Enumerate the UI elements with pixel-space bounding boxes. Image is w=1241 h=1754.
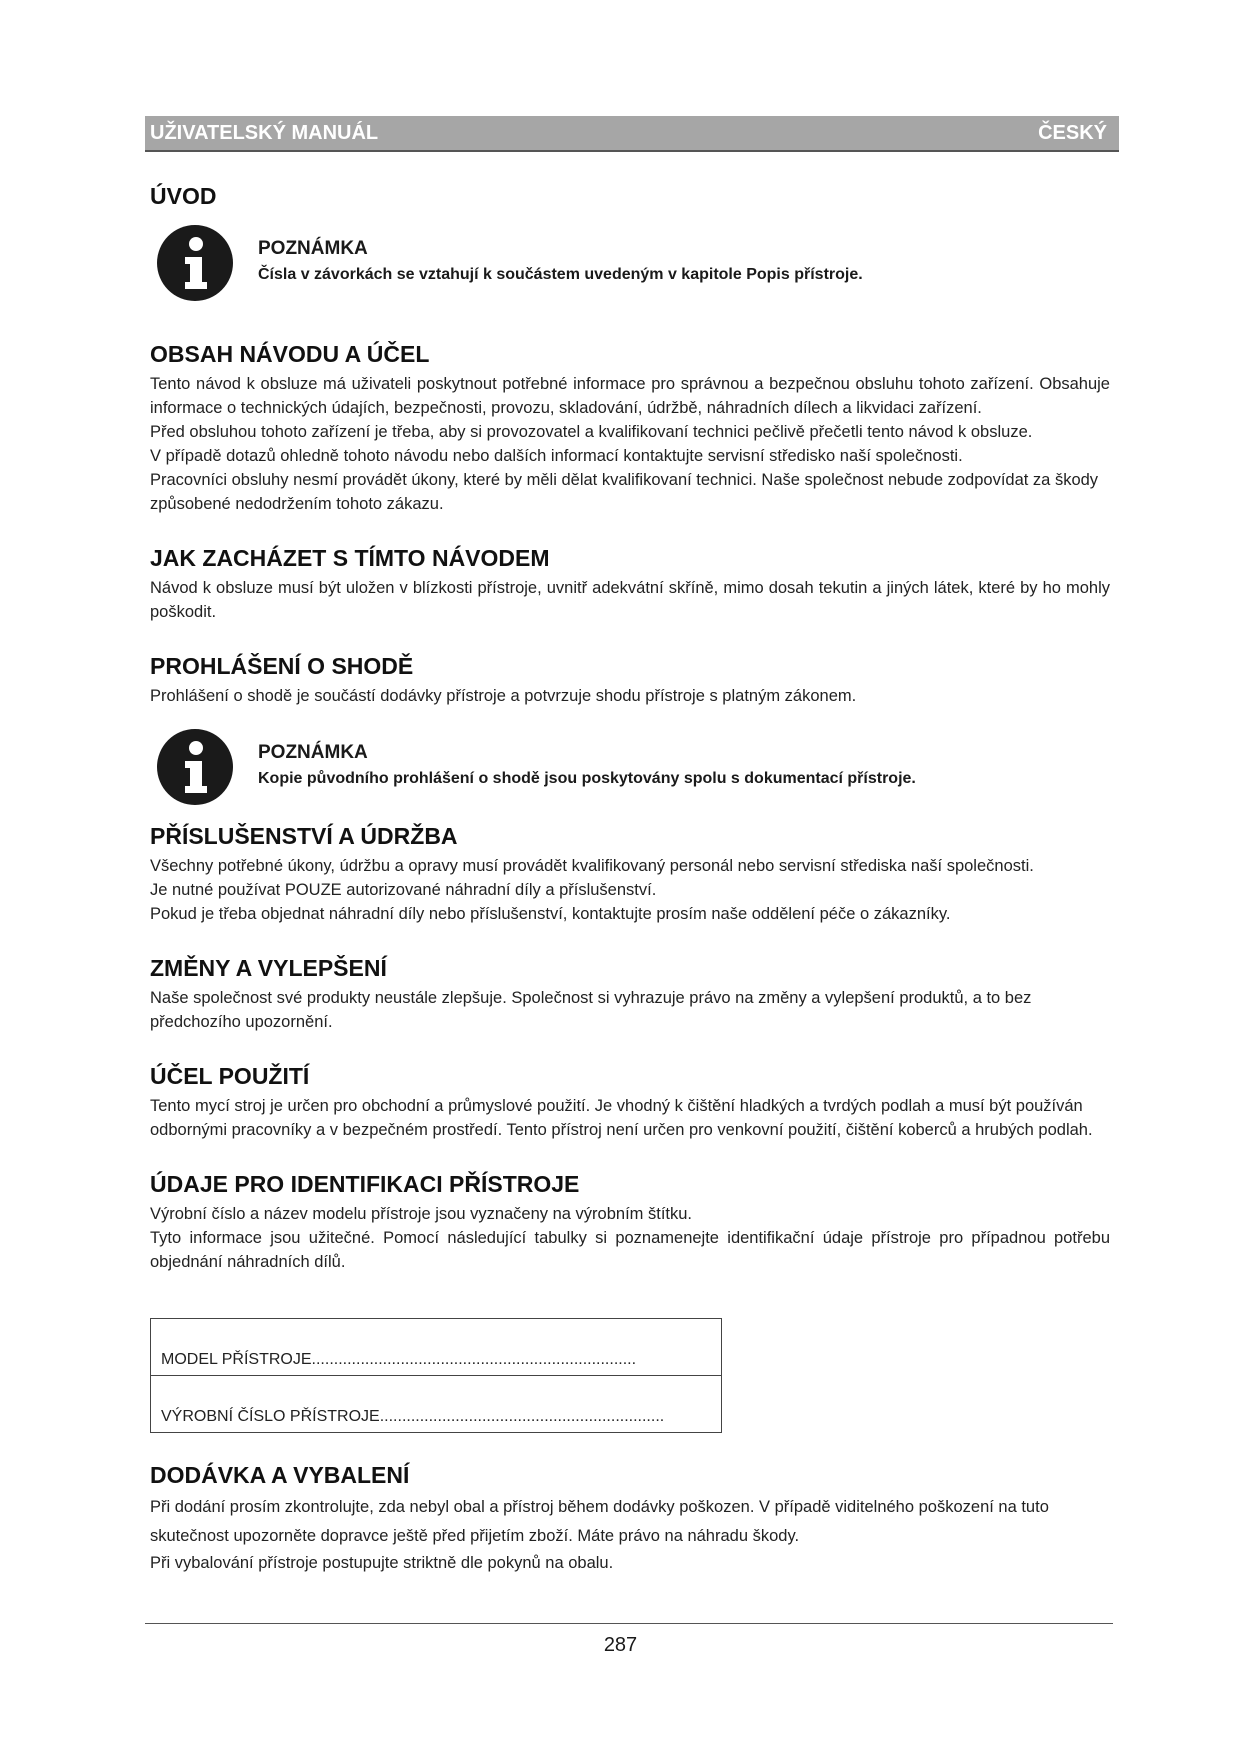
heading-prislusenstvi: PŘÍSLUŠENSTVÍ A ÚDRŽBA [150, 823, 458, 849]
model-field[interactable]: MODEL PŘÍSTROJE......................................................................... [151, 1319, 722, 1376]
paragraph: Návod k obsluze musí být uložen v blízkosti přístroje, uvnitř adekvátní skříně, mimo dosah tekutin a jiných látek, které by ho mohly poškodit. [150, 579, 1110, 621]
serial-number-field[interactable]: VÝROBNÍ ČÍSLO PŘÍSTROJE................................................................ [151, 1376, 722, 1433]
paragraph: Tento návod k obsluze má uživateli poskytnout potřebné informace pro správnou a bezpečnou obsluhu tohoto zařízení. Obsahuje informace o technických údajích, bezpečnosti, provozu, skladování, údržbě, náhradních dílech a likvidaci zařízení. [150, 375, 1110, 417]
paragraph: Tyto informace jsou užitečné. Pomocí následující tabulky si poznamenejte identifikační údaje přístroje pro případnou potřebu objednání náhradních dílů. [150, 1229, 1110, 1271]
heading-zmeny: ZMĚNY A VYLEPŠENÍ [150, 955, 387, 981]
heading-ucel: ÚČEL POUŽITÍ [150, 1063, 310, 1089]
paragraph: Všechny potřebné úkony, údržbu a opravy musí provádět kvalifikovaný personál nebo servisní střediska naší společnosti. [150, 857, 1034, 875]
note-title: POZNÁMKA [258, 238, 368, 259]
note-text: Kopie původního prohlášení o shodě jsou poskytovány spolu s dokumentací přístroje. [258, 770, 916, 787]
header-manual-title: UŽIVATELSKÝ MANUÁL [150, 121, 379, 144]
paragraph: Naše společnost své produkty neustále zlepšuje. Společnost si vyhrazuje právo na změny a vylepšení produktů, a to bez předchozího upozornění. [150, 989, 1032, 1031]
heading-obsah: OBSAH NÁVODU A ÚČEL [150, 341, 430, 367]
paragraph: Výrobní číslo a název modelu přístroje jsou vyznačeny na výrobním štítku. [150, 1205, 693, 1223]
heading-uvod: ÚVOD [150, 183, 217, 209]
paragraph: Prohlášení o shodě je součástí dodávky přístroje a potvrzuje shodu přístroje s platným zákonem. [150, 687, 857, 705]
page-content [150, 178, 1110, 1575]
paragraph: Je nutné používat POUZE autorizované náhradní díly a příslušenství. [150, 881, 657, 899]
note-box-2 [150, 728, 1110, 814]
heading-dodavka: DODÁVKA A VYBALENÍ [150, 1462, 410, 1488]
note-title: POZNÁMKA [258, 742, 368, 763]
footer-divider [145, 1623, 1113, 1624]
paragraph: Při vybalování přístroje postupujte striktně dle pokynů na obalu. [150, 1554, 614, 1572]
paragraph: Před obsluhou tohoto zařízení je třeba, aby si provozovatel a kvalifikovaní technici pečlivě přečetli tento návod k obsluze. [150, 423, 1033, 441]
heading-jak: JAK ZACHÁZET S TÍMTO NÁVODEM [150, 545, 550, 571]
note-box-1 [150, 224, 1110, 310]
table-row [151, 1319, 722, 1376]
identification-table [150, 1318, 722, 1433]
paragraph: Pokud je třeba objednat náhradní díly nebo příslušenství, kontaktujte prosím naše oddělení péče o zákazníky. [150, 905, 951, 923]
heading-prohlaseni: PROHLÁŠENÍ O SHODĚ [150, 653, 414, 679]
info-icon [156, 224, 234, 302]
paragraph: V případě dotazů ohledně tohoto návodu nebo dalších informací kontaktujte servisní středisko naší společnosti. [150, 447, 963, 465]
header-language: ČESKÝ [1038, 121, 1107, 144]
note-text: Čísla v závorkách se vztahují k součástem uvedeným v kapitole Popis přístroje. [258, 266, 863, 283]
page-number: 287 [603, 1634, 638, 1656]
header-bar [145, 116, 1119, 152]
info-icon [156, 728, 234, 806]
heading-udaje: ÚDAJE PRO IDENTIFIKACI PŘÍSTROJE [150, 1171, 580, 1197]
table-row [151, 1376, 722, 1433]
paragraph: Tento mycí stroj je určen pro obchodní a průmyslové použití. Je vhodný k čištění hladkých a tvrdých podlah a musí být používán odbornými pracovníky a v bezpečném prostředí. Tento přístroj není určen pro venkovní použití, čištění koberců a hrubých podlah. [150, 1097, 1093, 1139]
paragraph: Při dodání prosím zkontrolujte, zda nebyl obal a přístroj během dodávky poškozen. V případě viditelného poškození na tuto skutečnost upozorněte dopravce ještě před přijetím zboží. Máte právo na náhradu škody. [150, 1498, 1049, 1545]
paragraph: Pracovníci obsluhy nesmí provádět úkony, které by měli dělat kvalifikovaní technici. Naše společnost nebude zodpovídat za škody způsobené nedodržením tohoto zákazu. [150, 471, 1099, 513]
